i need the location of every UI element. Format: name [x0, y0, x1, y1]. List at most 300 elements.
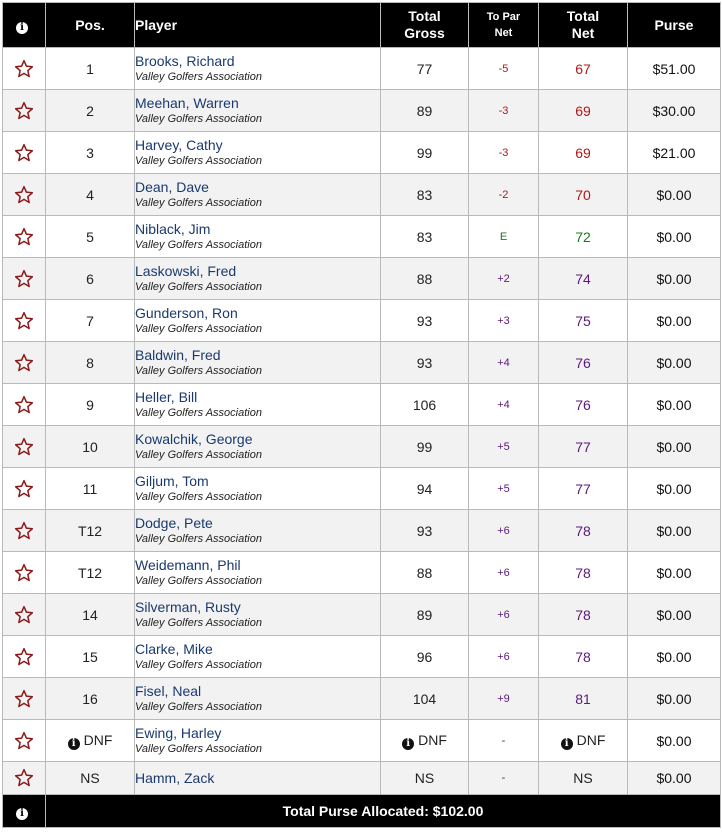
- player-association: Valley Golfers Association: [135, 616, 262, 629]
- position-cell: [46, 174, 135, 216]
- position-cell: [46, 594, 135, 636]
- to-par-net-cell: [469, 594, 539, 636]
- purse-cell: [628, 48, 721, 90]
- purse: $0.00: [656, 606, 692, 623]
- favorite-star-cell[interactable]: [3, 678, 46, 720]
- to-par-net: -: [501, 772, 506, 784]
- table-row: [3, 300, 721, 342]
- player-association: Valley Golfers Association: [135, 70, 262, 83]
- purse: $21.00: [652, 144, 696, 161]
- total-net-cell: [539, 678, 628, 720]
- total-gross-cell: [381, 132, 469, 174]
- purse: $0.00: [656, 270, 692, 287]
- player-name[interactable]: Baldwin, Fred: [135, 346, 221, 363]
- total-gross-cell: [381, 762, 469, 795]
- star-icon[interactable]: [14, 437, 34, 457]
- table-row: [3, 762, 721, 795]
- star-icon[interactable]: [14, 227, 34, 247]
- position: 14: [82, 606, 98, 623]
- table-row: [3, 552, 721, 594]
- header-total-gross[interactable]: [381, 3, 469, 48]
- player-cell[interactable]: [135, 552, 381, 594]
- total-gross: 94: [416, 480, 433, 497]
- total-net-cell: [539, 300, 628, 342]
- player-cell[interactable]: [135, 636, 381, 678]
- position: 11: [82, 480, 98, 497]
- total-net: 75: [575, 312, 591, 329]
- player-association: Valley Golfers Association: [135, 238, 262, 251]
- player-name[interactable]: Fisel, Neal: [135, 682, 202, 699]
- position-cell: [46, 678, 135, 720]
- to-par-net-cell: [469, 90, 539, 132]
- purse: $0.00: [656, 312, 692, 329]
- total-net-cell: [539, 720, 628, 762]
- purse-cell: [628, 90, 721, 132]
- total-gross: 96: [416, 648, 433, 665]
- player-name[interactable]: Gunderson, Ron: [135, 304, 238, 321]
- total-net-cell: [539, 426, 628, 468]
- table-row: [3, 720, 721, 762]
- table-row: [3, 90, 721, 132]
- table-row: [3, 48, 721, 90]
- player-association: Valley Golfers Association: [135, 322, 262, 335]
- player-cell[interactable]: [135, 762, 381, 795]
- total-net: 78: [575, 648, 591, 665]
- favorite-star-cell[interactable]: [3, 426, 46, 468]
- total-gross-cell: [381, 468, 469, 510]
- total-gross-cell: [381, 342, 469, 384]
- purse: $51.00: [652, 60, 696, 77]
- purse-cell: [628, 678, 721, 720]
- position: 4: [86, 186, 94, 203]
- player-association: Valley Golfers Association: [135, 364, 262, 377]
- purse: $0.00: [656, 186, 692, 203]
- info-icon[interactable]: i: [402, 738, 414, 750]
- table-row: [3, 678, 721, 720]
- favorite-star-cell[interactable]: [3, 720, 46, 762]
- player-name[interactable]: Heller, Bill: [135, 388, 198, 405]
- to-par-net: +5: [497, 482, 510, 495]
- position-cell: [46, 132, 135, 174]
- purse-cell: [628, 594, 721, 636]
- total-gross-cell: [381, 678, 469, 720]
- to-par-net: -5: [498, 62, 509, 75]
- to-par-net: -3: [498, 146, 509, 159]
- header-info-cell[interactable]: [3, 3, 46, 48]
- player-name[interactable]: Hamm, Zack: [135, 770, 215, 786]
- to-par-net: +3: [497, 314, 510, 327]
- total-net: 78: [575, 564, 591, 581]
- total-gross-cell: [381, 720, 469, 762]
- total-gross: 93: [416, 354, 433, 371]
- star-icon[interactable]: [14, 647, 34, 667]
- table-row: [3, 636, 721, 678]
- to-par-net-cell: [469, 384, 539, 426]
- player-cell[interactable]: [135, 342, 381, 384]
- position-cell: [46, 258, 135, 300]
- total-gross: 83: [416, 228, 433, 245]
- total-net: 81: [575, 690, 591, 707]
- position: T12: [77, 564, 103, 581]
- total-net: 74: [575, 270, 591, 287]
- header-row: [3, 3, 721, 48]
- purse-cell: [628, 258, 721, 300]
- total-gross: 89: [416, 606, 433, 623]
- purse: $0.00: [656, 228, 692, 245]
- favorite-star-cell[interactable]: [3, 762, 46, 795]
- table-row: [3, 174, 721, 216]
- to-par-net: -: [501, 734, 506, 747]
- total-gross-cell: [381, 426, 469, 468]
- header-total-net[interactable]: [539, 3, 628, 48]
- player-cell[interactable]: [135, 720, 381, 762]
- purse-cell: [628, 132, 721, 174]
- purse-cell: [628, 216, 721, 258]
- player-association: Valley Golfers Association: [135, 196, 262, 209]
- position-cell: [46, 426, 135, 468]
- to-par-net-cell: [469, 636, 539, 678]
- player-cell[interactable]: [135, 426, 381, 468]
- player-name[interactable]: Dean, Dave: [135, 178, 209, 195]
- table-row: [3, 384, 721, 426]
- total-gross: 88: [416, 270, 433, 287]
- player-cell[interactable]: [135, 594, 381, 636]
- position-cell: [46, 342, 135, 384]
- purse: $30.00: [652, 102, 696, 119]
- purse-cell: [628, 510, 721, 552]
- footer-info-cell[interactable]: [3, 795, 46, 828]
- position-cell: [46, 48, 135, 90]
- to-par-net: +2: [497, 272, 510, 285]
- purse: $0.00: [656, 438, 692, 455]
- to-par-net-cell: [469, 48, 539, 90]
- total-net: 77: [575, 480, 591, 497]
- to-par-net: -3: [498, 104, 509, 117]
- position-cell: [46, 468, 135, 510]
- header-total-gross-line2: Gross: [404, 25, 445, 41]
- star-icon[interactable]: [14, 395, 34, 415]
- total-net-cell: [539, 552, 628, 594]
- purse: $0.00: [656, 396, 692, 413]
- purse: $0.00: [656, 770, 692, 786]
- total-net-cell: [539, 342, 628, 384]
- total-gross-cell: [381, 258, 469, 300]
- player-name[interactable]: Weidemann, Phil: [135, 556, 241, 573]
- purse-cell: [628, 384, 721, 426]
- player-name[interactable]: Laskowski, Fred: [135, 262, 237, 279]
- star-icon[interactable]: [14, 59, 34, 79]
- total-net: NS: [573, 770, 593, 786]
- star-icon[interactable]: [14, 731, 34, 751]
- favorite-star-cell[interactable]: [3, 216, 46, 258]
- player-association: Valley Golfers Association: [135, 490, 262, 503]
- to-par-net-cell: [469, 510, 539, 552]
- info-icon[interactable]: i: [68, 738, 80, 750]
- purse-cell: [628, 468, 721, 510]
- player-cell[interactable]: [135, 216, 381, 258]
- purse: $0.00: [656, 522, 692, 539]
- total-gross: 83: [416, 186, 433, 203]
- favorite-star-cell[interactable]: [3, 300, 46, 342]
- total-net: 76: [575, 354, 591, 371]
- favorite-star-cell[interactable]: [3, 594, 46, 636]
- player-name[interactable]: Brooks, Richard: [135, 52, 235, 69]
- to-par-net-cell: [469, 132, 539, 174]
- purse-cell: [628, 720, 721, 762]
- favorite-star-cell[interactable]: [3, 90, 46, 132]
- total-gross: 88: [416, 564, 433, 581]
- favorite-star-cell[interactable]: [3, 132, 46, 174]
- total-net: 70: [575, 186, 591, 203]
- header-purse[interactable]: Purse: [628, 3, 721, 48]
- position: 6: [86, 270, 94, 287]
- favorite-star-cell[interactable]: [3, 48, 46, 90]
- to-par-net: -2: [498, 188, 509, 201]
- position: NS: [80, 770, 100, 786]
- total-net-cell: [539, 468, 628, 510]
- header-total-net-line1: Total: [566, 8, 600, 24]
- purse: $0.00: [656, 732, 692, 749]
- total-net: 76: [575, 396, 591, 413]
- favorite-star-cell[interactable]: [3, 468, 46, 510]
- total-net-cell: [539, 594, 628, 636]
- position: 2: [86, 102, 94, 119]
- player-cell[interactable]: [135, 174, 381, 216]
- total-net-cell: [539, 384, 628, 426]
- star-icon[interactable]: [14, 605, 34, 625]
- star-icon[interactable]: [14, 479, 34, 499]
- player-name[interactable]: Dodge, Pete: [135, 514, 213, 531]
- star-icon[interactable]: [14, 689, 34, 709]
- footer-row: [3, 795, 721, 828]
- player-cell[interactable]: [135, 90, 381, 132]
- total-gross-cell: [381, 48, 469, 90]
- total-gross: 93: [416, 522, 433, 539]
- to-par-net: +6: [497, 566, 510, 579]
- position-cell: [46, 720, 135, 762]
- to-par-net-cell: [469, 762, 539, 795]
- table-row: [3, 216, 721, 258]
- player-association: Valley Golfers Association: [135, 532, 262, 545]
- header-to-par-net[interactable]: [469, 3, 539, 48]
- total-net-cell: [539, 258, 628, 300]
- leaderboard-table: [2, 2, 721, 828]
- to-par-net-cell: [469, 216, 539, 258]
- total-net-cell: [539, 636, 628, 678]
- player-cell[interactable]: [135, 48, 381, 90]
- to-par-net-cell: [469, 468, 539, 510]
- to-par-net: +6: [497, 608, 510, 621]
- position-cell: [46, 510, 135, 552]
- position: 15: [82, 648, 98, 665]
- table-row: [3, 426, 721, 468]
- player-name[interactable]: Niblack, Jim: [135, 220, 211, 237]
- total-gross-cell: [381, 300, 469, 342]
- table-row: [3, 132, 721, 174]
- to-par-net-cell: [469, 552, 539, 594]
- total-net-cell: [539, 762, 628, 795]
- position-cell: [46, 300, 135, 342]
- total-gross-cell: [381, 90, 469, 132]
- position: 9: [86, 396, 94, 413]
- total-gross-cell: [381, 174, 469, 216]
- total-net-cell: [539, 216, 628, 258]
- total-gross: NS: [414, 770, 435, 786]
- favorite-star-cell[interactable]: [3, 384, 46, 426]
- total-purse-allocated: Total Purse Allocated: $102.00: [46, 795, 721, 828]
- to-par-net: +6: [497, 524, 510, 537]
- player-cell[interactable]: [135, 678, 381, 720]
- info-icon[interactable]: i: [16, 808, 28, 820]
- star-icon[interactable]: [14, 521, 34, 541]
- purse: $0.00: [656, 564, 692, 581]
- table-row: [3, 594, 721, 636]
- star-icon[interactable]: [14, 269, 34, 289]
- position-cell: [46, 384, 135, 426]
- total-gross: 104: [412, 690, 437, 707]
- to-par-net: +4: [497, 398, 510, 411]
- player-association: Valley Golfers Association: [135, 700, 262, 713]
- favorite-star-cell[interactable]: [3, 258, 46, 300]
- total-net: 78: [575, 522, 591, 539]
- table-row: [3, 510, 721, 552]
- star-icon[interactable]: [14, 311, 34, 331]
- to-par-net: +9: [497, 692, 510, 705]
- header-total-gross-line1: Total: [408, 8, 441, 24]
- total-net: 69: [575, 102, 591, 119]
- position: 7: [86, 312, 94, 329]
- total-net: DNF: [576, 731, 606, 748]
- total-net: 77: [575, 438, 591, 455]
- total-net-cell: [539, 48, 628, 90]
- player-name[interactable]: Silverman, Rusty: [135, 598, 241, 615]
- total-gross-cell: [381, 216, 469, 258]
- player-name[interactable]: Ewing, Harley: [135, 724, 222, 741]
- player-cell[interactable]: [135, 510, 381, 552]
- star-icon[interactable]: [14, 185, 34, 205]
- purse-cell: [628, 174, 721, 216]
- total-net: 67: [575, 60, 591, 77]
- player-association: Valley Golfers Association: [135, 574, 262, 587]
- star-icon[interactable]: [14, 353, 34, 373]
- player-name[interactable]: Giljum, Tom: [135, 472, 209, 489]
- total-net: 69: [575, 144, 591, 161]
- to-par-net: +6: [497, 650, 510, 663]
- position-cell: [46, 762, 135, 795]
- total-net-cell: [539, 132, 628, 174]
- to-par-net-cell: [469, 720, 539, 762]
- player-association: Valley Golfers Association: [135, 742, 262, 755]
- position: 3: [86, 144, 94, 161]
- purse-cell: [628, 636, 721, 678]
- purse-cell: [628, 762, 721, 795]
- favorite-star-cell[interactable]: [3, 342, 46, 384]
- player-cell[interactable]: [135, 258, 381, 300]
- position: 8: [86, 354, 94, 371]
- header-pos[interactable]: Pos.: [46, 3, 135, 48]
- position-cell: [46, 90, 135, 132]
- header-to-par-line1: To Par: [486, 11, 521, 23]
- table-row: [3, 258, 721, 300]
- info-icon[interactable]: i: [16, 22, 28, 34]
- player-association: Valley Golfers Association: [135, 448, 262, 461]
- favorite-star-cell[interactable]: [3, 510, 46, 552]
- player-name[interactable]: Kowalchik, George: [135, 430, 253, 447]
- total-gross-cell: [381, 510, 469, 552]
- total-gross-cell: [381, 636, 469, 678]
- player-association: Valley Golfers Association: [135, 112, 262, 125]
- favorite-star-cell[interactable]: [3, 174, 46, 216]
- total-gross-cell: [381, 552, 469, 594]
- to-par-net-cell: [469, 342, 539, 384]
- to-par-net-cell: [469, 174, 539, 216]
- favorite-star-cell[interactable]: [3, 552, 46, 594]
- player-cell[interactable]: [135, 300, 381, 342]
- info-icon[interactable]: i: [561, 738, 573, 750]
- player-association: Valley Golfers Association: [135, 406, 262, 419]
- table-row: [3, 468, 721, 510]
- position: 5: [86, 228, 94, 245]
- star-icon[interactable]: [14, 101, 34, 121]
- star-icon[interactable]: [14, 143, 34, 163]
- player-name[interactable]: Clarke, Mike: [135, 640, 213, 657]
- position: 10: [82, 438, 98, 455]
- player-association: Valley Golfers Association: [135, 280, 262, 293]
- purse-cell: [628, 552, 721, 594]
- to-par-net-cell: [469, 300, 539, 342]
- position: DNF: [83, 731, 113, 748]
- total-net-cell: [539, 90, 628, 132]
- favorite-star-cell[interactable]: [3, 636, 46, 678]
- player-cell[interactable]: [135, 132, 381, 174]
- star-icon[interactable]: [14, 768, 34, 788]
- position-cell: [46, 636, 135, 678]
- to-par-net: +5: [497, 440, 510, 453]
- total-net: 72: [575, 228, 591, 245]
- player-name[interactable]: Harvey, Cathy: [135, 136, 223, 153]
- total-gross: 77: [416, 60, 433, 77]
- to-par-net-cell: [469, 258, 539, 300]
- total-net: 78: [575, 606, 591, 623]
- player-association: Valley Golfers Association: [135, 658, 262, 671]
- player-name[interactable]: Meehan, Warren: [135, 94, 239, 111]
- player-association: Valley Golfers Association: [135, 154, 262, 167]
- total-gross-cell: [381, 594, 469, 636]
- player-cell[interactable]: [135, 468, 381, 510]
- star-icon[interactable]: [14, 563, 34, 583]
- purse-cell: [628, 300, 721, 342]
- total-gross-cell: [381, 384, 469, 426]
- total-gross: 99: [416, 438, 433, 455]
- total-gross: 93: [416, 312, 433, 329]
- header-player[interactable]: Player: [135, 3, 381, 48]
- position-cell: [46, 216, 135, 258]
- total-gross: 106: [412, 396, 437, 413]
- header-to-par-line2: Net: [494, 27, 513, 39]
- position-cell: [46, 552, 135, 594]
- position: T12: [77, 522, 103, 539]
- to-par-net-cell: [469, 426, 539, 468]
- player-cell[interactable]: [135, 384, 381, 426]
- total-gross: DNF: [418, 731, 447, 748]
- to-par-net: E: [499, 230, 508, 243]
- position: 16: [82, 690, 98, 707]
- total-gross: 89: [416, 102, 433, 119]
- table-row: [3, 342, 721, 384]
- total-gross: 99: [416, 144, 433, 161]
- total-net-cell: [539, 510, 628, 552]
- purse: $0.00: [656, 480, 692, 497]
